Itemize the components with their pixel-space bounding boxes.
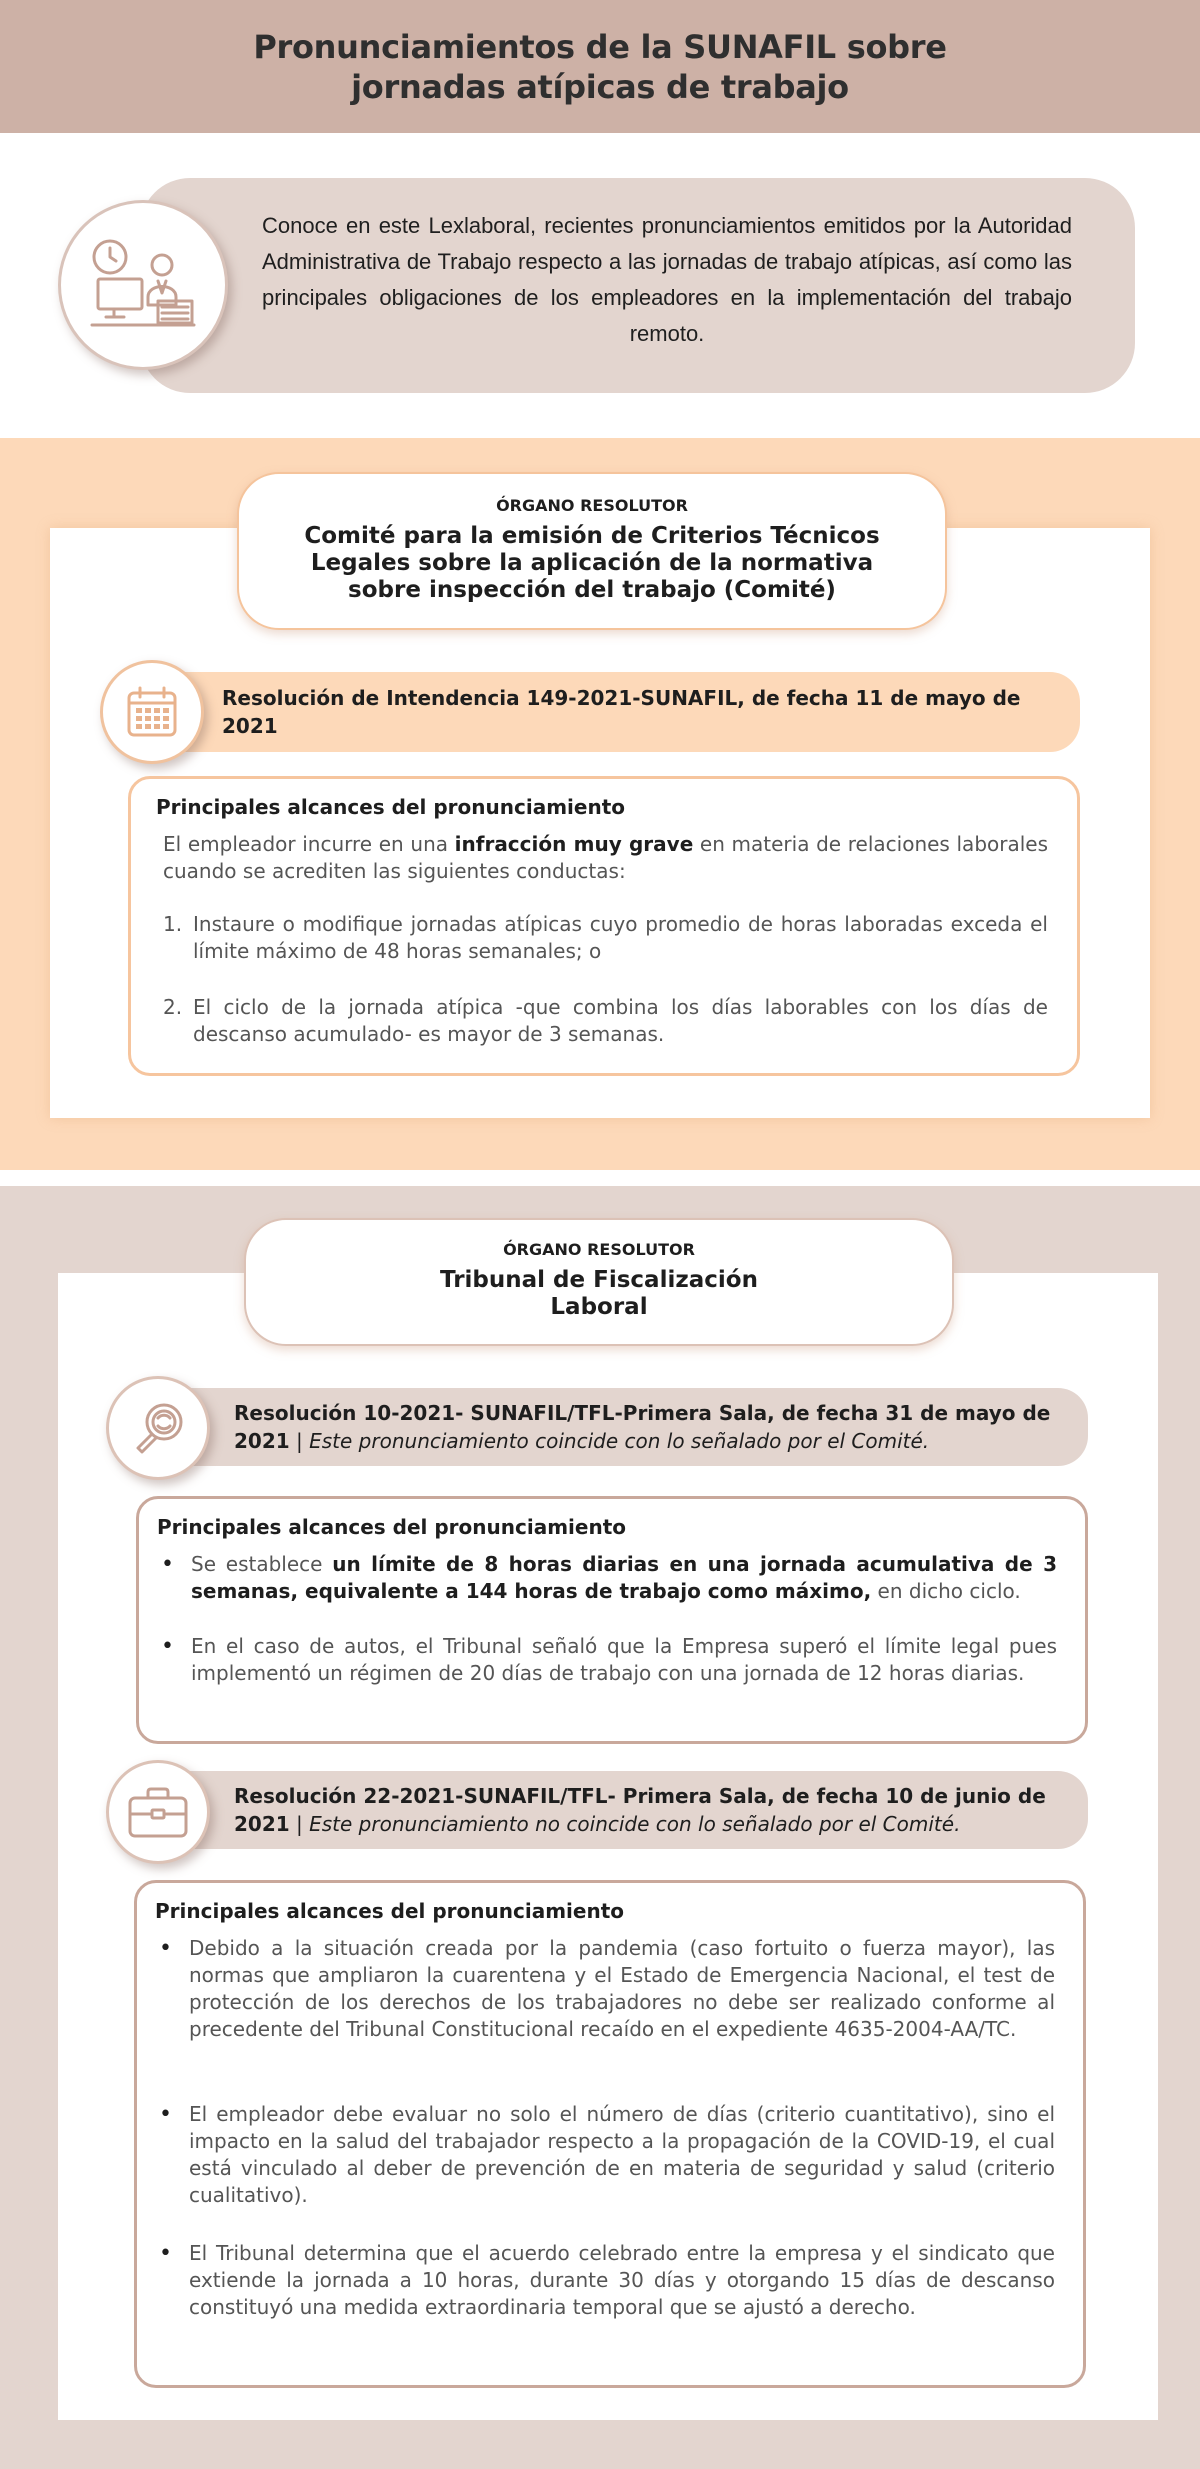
calendar-icon [100, 660, 204, 764]
remote-worker-icon [58, 200, 228, 370]
page-header [0, 0, 1200, 133]
reach-title: Principales alcances del pronunciamiento [155, 1899, 624, 1923]
resolution-banner-10 [160, 1388, 1088, 1466]
resolution-note: Este pronunciamiento coincide con lo señalado por el Comité. [309, 1429, 930, 1453]
organ-box-comite [237, 472, 947, 630]
list-item-text: El ciclo de la jornada atípica -que combina los días laborables con los días de descanso acumulado- es mayor de 3 semanas. [193, 995, 1048, 1046]
organ-name [389, 1267, 809, 1321]
intro-text: Conoce en este Lexlaboral, recientes pronunciamientos emitidos por la Autoridad Administrativa de Trabajo respecto a las jornadas de trabajo atípicas, así como las principales obligaciones de los empleadores en la implementación del trabajo remoto. [262, 213, 1072, 346]
list-item [155, 2101, 1055, 2209]
page-title [253, 27, 946, 107]
organ-box-tribunal [244, 1218, 954, 1346]
reach-intro-bold: infracción muy grave [454, 832, 694, 856]
list-item-number: 1. [163, 912, 183, 936]
bullet: • [161, 1634, 174, 1659]
list-item-text [191, 1551, 1057, 1605]
organ-label: ÓRGANO RESOLUTOR [503, 1240, 695, 1259]
list-item [157, 1551, 1057, 1605]
page-title-line1: Pronunciamientos de la SUNAFIL sobre [253, 27, 947, 66]
organ-name: Comité para la emisión de Criterios Técnicos Legales sobre la aplicación de la normativa sobre inspección del trabajo (Comité) [304, 523, 880, 603]
magnifier-icon [106, 1376, 210, 1480]
organ-name-line2: Laboral [550, 1294, 648, 1320]
reach-box-10 [136, 1496, 1088, 1744]
organ-label: ÓRGANO RESOLUTOR [496, 496, 688, 515]
reach-title: Principales alcances del pronunciamiento [157, 1515, 626, 1539]
list-item-text: En el caso de autos, el Tribunal señaló que la Empresa superó el límite legal pues implementó un régimen de 20 días de trabajo con una jornada de 12 horas diarias. [191, 1634, 1057, 1685]
resolution-separator: | [289, 1812, 310, 1836]
resolution-bold: Resolución 22-2021-SUNAFIL/TFL- Primera Sala, de fecha 10 de junio de 2021 [234, 1784, 1046, 1836]
list-item-text: El Tribunal determina que el acuerdo celebrado entre la empresa y el sindicato que extiende la jornada a 10 horas, durante 30 días y otorgando 15 días de descanso constituyó una medida extraordinaria temporal que se ajustó a derecho. [189, 2241, 1055, 2319]
resolution-title: Resolución de Intendencia 149-2021-SUNAFIL, de fecha 11 de mayo de 2021 [222, 686, 1021, 738]
page-title-line2: jornadas atípicas de trabajo [351, 67, 849, 106]
reach-intro-before: El empleador incurre en una [163, 832, 455, 856]
list-item-text-after: en dicho ciclo. [871, 1579, 1021, 1603]
reach-intro-after: en materia de relaciones laborales cuando se acrediten las siguientes conductas: [163, 832, 1049, 883]
organ-name-line1: Tribunal de Fiscalización [440, 1267, 758, 1293]
list-item [157, 1633, 1057, 1687]
resolution-title [160, 1399, 1088, 1455]
reach-title: Principales alcances del pronunciamiento [156, 795, 625, 819]
bullet: • [161, 1552, 174, 1577]
bullet: • [159, 1936, 172, 1961]
bullet: • [159, 2241, 172, 2266]
list-item [163, 911, 1048, 965]
list-item [155, 1935, 1055, 2043]
resolution-banner-149 [150, 672, 1080, 752]
resolution-bold: Resolución 10-2021- SUNAFIL/TFL-Primera Sala, de fecha 31 de mayo de 2021 [234, 1401, 1051, 1453]
resolution-separator: | [289, 1429, 310, 1453]
list-item [155, 2240, 1055, 2321]
list-item-text: Instaure o modifique jornadas atípicas cuyo promedio de horas laboradas exceda el límite máximo de 48 horas semanales; o [193, 912, 1048, 963]
list-item-number: 2. [163, 995, 183, 1019]
list-item-text-bold: un límite de 8 horas diarias en una jornada acumulativa de 3 semanas, equivalente a 144 horas de trabajo como máximo, [191, 1552, 1057, 1603]
bullet: • [159, 2102, 172, 2127]
reach-box-149 [128, 776, 1080, 1076]
list-item-text-before: Se establece [191, 1552, 333, 1576]
list-item-text: Debido a la situación creada por la pandemia (caso fortuito o fuerza mayor), las normas que ampliaron la cuarentena y el Estado de Emergencia Nacional, el test de protección de los derechos de los trabajadores no debe ser realizado conforme al precedente del Tribunal Constitucional recaído en el expediente 4635-2004-AA/TC. [189, 1936, 1055, 2041]
resolution-note: Este pronunciamiento no coincide con lo señalado por el Comité. [309, 1812, 961, 1836]
list-item-text: El empleador debe evaluar no solo el número de días (criterio cuantitativo), sino el impacto en la salud del trabajador respecto a la propagación de la COVID-19, el cual está vinculado al deber de prevención de en materia de seguridad y salud (criterio cualitativo). [189, 2102, 1055, 2207]
reach-box-22 [134, 1880, 1086, 2388]
resolution-title [160, 1782, 1088, 1838]
resolution-banner-22 [160, 1771, 1088, 1849]
list-item [163, 994, 1048, 1048]
briefcase-icon [106, 1760, 210, 1864]
reach-intro [163, 831, 1048, 885]
